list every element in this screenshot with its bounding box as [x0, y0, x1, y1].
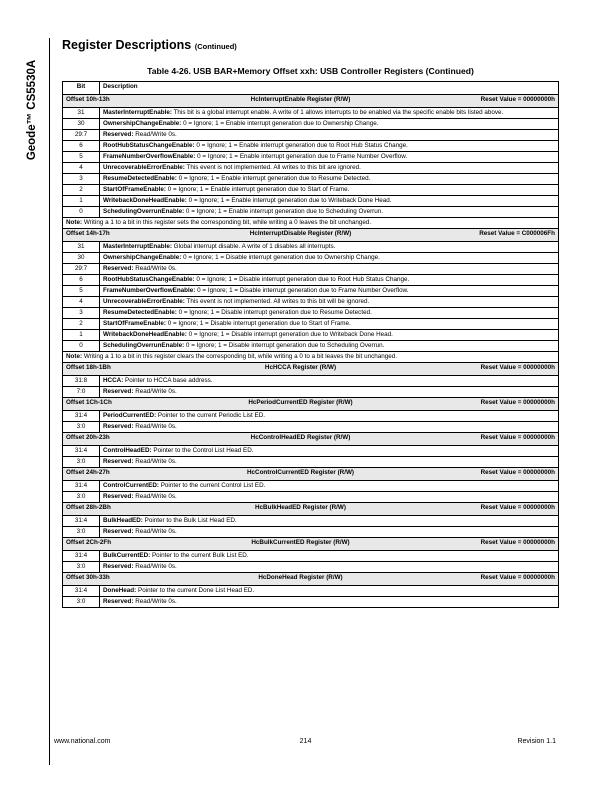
description-cell [100, 108, 559, 119]
bit-cell: 3 [63, 174, 100, 185]
field-description: 0 = Ignore; 1 = Disable interrupt generation due to Root Hub Status Change. [194, 276, 410, 283]
bit-cell: 31:4 [63, 586, 100, 597]
register-offset-cell [63, 433, 559, 446]
bit-cell: 31:4 [63, 446, 100, 457]
bit-cell: 30 [63, 253, 100, 264]
field-description: Read/Write 0s. [133, 528, 177, 535]
bit-cell: 31 [63, 242, 100, 253]
note-text: Writing a 1 to a bit in this register sets the corresponding bit, while writing a 0 leaves the bit unchanged. [82, 219, 372, 226]
register-offset: Offset 14h-17h [66, 230, 110, 237]
register-offset-row [63, 503, 559, 516]
description-cell [100, 185, 559, 196]
field-name: Reserved: [103, 131, 134, 138]
register-offset-cell [63, 229, 559, 242]
description-cell [100, 163, 559, 174]
description-cell [100, 341, 559, 352]
table-row [63, 130, 559, 141]
field-name: SchedulingOverrunEnable: [103, 342, 185, 349]
register-offset-row [63, 538, 559, 551]
field-name: UnrecoverableErrorEnable: [103, 298, 185, 305]
table-row [63, 597, 559, 608]
field-description: 0 = Ignore; 1 = Disable interrupt generation due to Frame Number Overflow. [195, 287, 409, 294]
note-label: Note: [66, 353, 83, 360]
bit-cell: 3 [63, 308, 100, 319]
field-description: Read/Write 0s. [133, 563, 177, 570]
field-description: Pointer to the Control List Head ED. [151, 447, 254, 454]
field-name: PeriodCurrentED: [103, 412, 157, 419]
description-cell [100, 422, 559, 433]
register-reset-value: Reset Value = 00000000h [480, 96, 555, 103]
note-cell [63, 352, 559, 363]
footer-url: www.national.com [54, 738, 111, 745]
field-name: ResumeDetectedEnable: [103, 175, 177, 182]
register-name: HcInterruptEnable Register (R/W) [250, 96, 351, 103]
description-cell [100, 411, 559, 422]
field-name: BulkCurrentED: [103, 552, 151, 559]
description-cell [100, 286, 559, 297]
register-offset: Offset 24h-27h [66, 469, 110, 476]
field-name: RootHubStatusChangeEnable: [103, 276, 195, 283]
register-offset-row [63, 468, 559, 481]
register-offset-row [63, 95, 559, 108]
field-name: BulkHeadED: [103, 517, 143, 524]
table-row [63, 586, 559, 597]
side-title [21, 40, 43, 180]
bit-cell: 2 [63, 185, 100, 196]
field-name: ControlHeadED: [103, 447, 152, 454]
bit-cell: 3:0 [63, 597, 100, 608]
description-cell [100, 562, 559, 573]
description-cell [100, 141, 559, 152]
field-name: Reserved: [103, 563, 134, 570]
register-offset: Offset 30h-33h [66, 574, 110, 581]
table-row [63, 174, 559, 185]
bit-cell: 31:4 [63, 411, 100, 422]
register-name: HcControlCurrentED Register (R/W) [246, 469, 355, 476]
table-row [63, 286, 559, 297]
register-reset-value: Reset Value = 00000000h [480, 469, 555, 476]
table-row [63, 341, 559, 352]
table-header-row [63, 82, 559, 95]
field-description: 0 = Ignore; 1 = Enable interrupt generation due to Start of Frame. [165, 186, 350, 193]
field-description: Pointer to HCCA base address. [123, 377, 213, 384]
bit-cell: 1 [63, 330, 100, 341]
table-row [63, 481, 559, 492]
bit-cell: 5 [63, 152, 100, 163]
register-name: HcBulkHeadED Register (R/W) [255, 504, 346, 511]
field-description: Read/Write 0s. [133, 598, 177, 605]
register-reset-value: Reset Value = 00000000h [480, 504, 555, 511]
table-row [63, 141, 559, 152]
bit-cell: 4 [63, 163, 100, 174]
table-row [63, 527, 559, 538]
register-offset-row [63, 363, 559, 376]
field-name: WritebackDoneHeadEnable: [103, 331, 187, 338]
bit-cell: 0 [63, 341, 100, 352]
field-description: Read/Write 0s. [133, 131, 177, 138]
register-offset: Offset 10h-13h [66, 96, 110, 103]
register-name: HcInterruptDisable Register (R/W) [249, 230, 352, 237]
description-cell [100, 196, 559, 207]
field-description: 0 = Ignore; 1 = Enable interrupt generation due to Root Hub Status Change. [194, 142, 408, 149]
register-table-body [63, 82, 559, 608]
register-reset-value: Reset Value = 00000000h [480, 539, 555, 546]
register-offset: Offset 2Ch-2Fh [66, 539, 112, 546]
field-description: 0 = Ignore; 1 = Disable interrupt generation due to Ownership Change. [181, 254, 380, 261]
register-offset-cell [63, 573, 559, 586]
section-title-text: Register Descriptions [62, 38, 192, 52]
field-description: Read/Write 0s. [133, 265, 177, 272]
bit-cell: 31:4 [63, 551, 100, 562]
field-description: This event is not implemented. All writes to this bit will be ignored. [184, 298, 370, 305]
bit-cell: 29:7 [63, 130, 100, 141]
bit-cell: 6 [63, 275, 100, 286]
table-row [63, 308, 559, 319]
field-description: Read/Write 0s. [133, 423, 177, 430]
register-offset: Offset 1Ch-1Ch [66, 399, 112, 406]
register-name: HcHCCA Register (R/W) [264, 364, 337, 371]
description-cell [100, 253, 559, 264]
table-row [63, 163, 559, 174]
register-name: HcControlHeadED Register (R/W) [250, 434, 351, 441]
field-name: Reserved: [103, 458, 134, 465]
field-description: Read/Write 0s. [133, 458, 177, 465]
note-text: Writing a 1 to a bit in this register clears the corresponding bit, while writing a 0 to a bit leaves the bit unchanged. [82, 353, 397, 360]
field-name: UnrecoverableErrorEnable: [103, 164, 185, 171]
bit-cell: 1 [63, 196, 100, 207]
field-description: Read/Write 0s. [133, 493, 177, 500]
field-description: Pointer to the current Periodic List ED. [156, 412, 266, 419]
register-reset-value: Reset Value = 00000000h [480, 434, 555, 441]
register-table [62, 81, 559, 608]
description-cell [100, 387, 559, 398]
note-cell [63, 218, 559, 229]
bit-cell: 3:0 [63, 527, 100, 538]
description-cell [100, 492, 559, 503]
table-row [63, 516, 559, 527]
register-offset-line [66, 504, 555, 512]
bit-cell: 5 [63, 286, 100, 297]
table-title: Table 4-26. USB BAR+Memory Offset xxh: USB Controller Registers (Continued) [147, 66, 474, 76]
page-number: 214 [299, 738, 312, 745]
table-row [63, 196, 559, 207]
description-column-header: Description [100, 82, 559, 95]
field-name: Reserved: [103, 493, 134, 500]
description-cell [100, 275, 559, 286]
bit-cell: 4 [63, 297, 100, 308]
register-offset: Offset 28h-2Bh [66, 504, 111, 511]
field-description: Read/Write 0s. [133, 388, 177, 395]
side-title-text: Geode™ CS5530A [26, 59, 38, 161]
note-row [63, 352, 559, 363]
register-offset-line [66, 230, 555, 238]
field-description: Global interrupt disable. A write of 1 disables all interrupts. [171, 243, 336, 250]
description-cell [100, 376, 559, 387]
table-row [63, 387, 559, 398]
field-description: 0 = Ignore; 1 = Enable interrupt generation due to Scheduling Overrun. [184, 208, 384, 215]
table-row [63, 492, 559, 503]
side-divider [49, 38, 50, 765]
table-row [63, 457, 559, 468]
description-cell [100, 207, 559, 218]
register-offset-cell [63, 363, 559, 376]
bit-cell: 31:4 [63, 516, 100, 527]
register-offset-line [66, 574, 555, 582]
register-offset-line [66, 96, 555, 104]
register-reset-value: Reset Value = C000006Fh [479, 230, 555, 237]
field-name: Reserved: [103, 265, 134, 272]
field-name: OwnershipChangeEnable: [103, 120, 182, 127]
register-offset-row [63, 398, 559, 411]
field-name: RootHubStatusChangeEnable: [103, 142, 195, 149]
table-row [63, 185, 559, 196]
description-cell [100, 457, 559, 468]
bit-cell: 3:0 [63, 422, 100, 433]
register-offset: Offset 20h-23h [66, 434, 110, 441]
table-row [63, 562, 559, 573]
bit-cell: 30 [63, 119, 100, 130]
field-description: 0 = Ignore; 1 = Enable interrupt generation due to Writeback Done Head. [186, 197, 392, 204]
register-reset-value: Reset Value = 00000000h [480, 399, 555, 406]
field-description: 0 = Ignore; 1 = Enable interrupt generation due to Frame Number Overflow. [195, 153, 408, 160]
register-reset-value: Reset Value = 00000000h [480, 364, 555, 371]
field-description: 0 = Ignore; 1 = Enable interrupt generation due to Resume Detected. [176, 175, 371, 182]
field-description: Pointer to the Bulk List Head ED. [142, 517, 237, 524]
register-offset-line [66, 399, 555, 407]
bit-cell: 7:0 [63, 387, 100, 398]
field-name: WritebackDoneHeadEnable: [103, 197, 187, 204]
field-name: Reserved: [103, 528, 134, 535]
table-row [63, 108, 559, 119]
description-cell [100, 586, 559, 597]
bit-cell: 6 [63, 141, 100, 152]
table-row [63, 275, 559, 286]
bit-cell: 3:0 [63, 562, 100, 573]
register-offset-cell [63, 95, 559, 108]
bit-cell: 31 [63, 108, 100, 119]
register-offset-line [66, 469, 555, 477]
field-name: Reserved: [103, 598, 134, 605]
field-description: This event is not implemented. All writes to this bit are ignored. [184, 164, 361, 171]
field-name: FrameNumberOverflowEnable: [103, 153, 196, 160]
field-name: FrameNumberOverflowEnable: [103, 287, 196, 294]
description-cell [100, 152, 559, 163]
table-row [63, 207, 559, 218]
field-description: 0 = Ignore; 1 = Disable interrupt generation due to Writeback Done Head. [186, 331, 393, 338]
table-row [63, 551, 559, 562]
field-name: Reserved: [103, 388, 134, 395]
field-description: This bit is a global interrupt enable. A write of 1 allows interrupts to be enabled via the specific enable bits listed above. [171, 109, 504, 116]
register-offset-line [66, 434, 555, 442]
description-cell [100, 130, 559, 141]
table-row [63, 253, 559, 264]
note-label: Note: [66, 219, 83, 226]
field-name: HCCA: [103, 377, 124, 384]
table-row [63, 119, 559, 130]
field-description: Pointer to the current Done List Head ED. [136, 587, 255, 594]
field-description: 0 = Ignore; 1 = Enable interrupt generation due to Ownership Change. [181, 120, 379, 127]
description-cell [100, 446, 559, 457]
table-row [63, 297, 559, 308]
table-row [63, 264, 559, 275]
description-cell [100, 297, 559, 308]
table-row [63, 376, 559, 387]
table-row [63, 446, 559, 457]
description-cell [100, 481, 559, 492]
table-row [63, 242, 559, 253]
bit-cell: 0 [63, 207, 100, 218]
register-offset-line [66, 539, 555, 547]
section-continued: (Continued) [194, 42, 237, 51]
description-cell [100, 264, 559, 275]
field-name: MasterInterruptEnable: [103, 109, 172, 116]
description-cell [100, 308, 559, 319]
description-cell [100, 527, 559, 538]
description-cell [100, 551, 559, 562]
field-name: ResumeDetectedEnable: [103, 309, 177, 316]
field-name: OwnershipChangeEnable: [103, 254, 182, 261]
description-cell [100, 597, 559, 608]
field-description: 0 = Ignore; 1 = Disable interrupt generation due to Start of Frame. [165, 320, 351, 327]
table-row [63, 422, 559, 433]
register-reset-value: Reset Value = 00000000h [480, 574, 555, 581]
field-name: Reserved: [103, 423, 134, 430]
register-offset-cell [63, 398, 559, 411]
field-description: Pointer to the current Bulk List ED. [150, 552, 249, 559]
bit-cell: 3:0 [63, 492, 100, 503]
section-title [62, 38, 237, 52]
field-name: ControlCurrentED: [103, 482, 159, 489]
description-cell [100, 119, 559, 130]
register-offset-cell [63, 538, 559, 551]
register-offset-row [63, 229, 559, 242]
bit-cell: 29:7 [63, 264, 100, 275]
description-cell [100, 174, 559, 185]
field-name: StartOfFrameEnable: [103, 186, 166, 193]
bit-cell: 31:8 [63, 376, 100, 387]
table-row [63, 330, 559, 341]
table-row [63, 411, 559, 422]
description-cell [100, 516, 559, 527]
register-offset-line [66, 364, 555, 372]
register-offset: Offset 18h-1Bh [66, 364, 111, 371]
register-offset-row [63, 573, 559, 586]
field-description: 0 = Ignore; 1 = Disable interrupt generation due to Resume Detected. [176, 309, 372, 316]
bit-cell: 31:4 [63, 481, 100, 492]
bit-column-header: Bit [63, 82, 100, 95]
register-offset-row [63, 433, 559, 446]
field-name: MasterInterruptEnable: [103, 243, 172, 250]
field-description: Pointer to the current Control List ED. [158, 482, 266, 489]
table-row [63, 152, 559, 163]
bit-cell: 2 [63, 319, 100, 330]
field-name: SchedulingOverrunEnable: [103, 208, 185, 215]
note-row [63, 218, 559, 229]
revision: Revision 1.1 [517, 738, 556, 745]
field-description: 0 = Ignore; 1 = Disable interrupt generation due to Scheduling Overrun. [184, 342, 385, 349]
field-name: DoneHead: [103, 587, 137, 594]
register-name: HcBulkCurrentED Register (R/W) [251, 539, 350, 546]
description-cell [100, 330, 559, 341]
register-name: HcDoneHead Register (R/W) [258, 574, 343, 581]
bit-cell: 3:0 [63, 457, 100, 468]
field-name: StartOfFrameEnable: [103, 320, 166, 327]
register-offset-cell [63, 503, 559, 516]
description-cell [100, 242, 559, 253]
description-cell [100, 319, 559, 330]
register-offset-cell [63, 468, 559, 481]
table-row [63, 319, 559, 330]
register-name: HcPeriodCurrentED Register (R/W) [248, 399, 353, 406]
